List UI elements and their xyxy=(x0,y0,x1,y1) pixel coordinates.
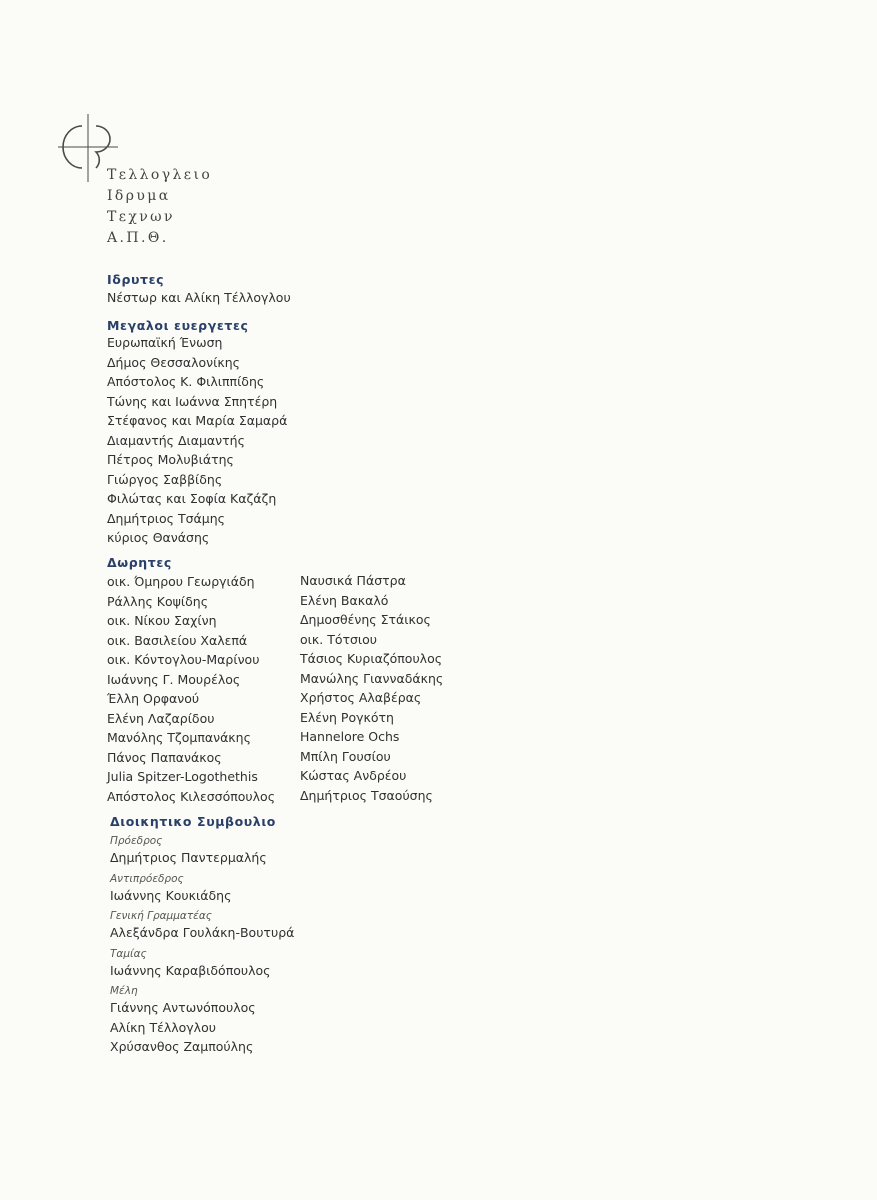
list-item: Απόστολος Κ. Φιλιππίδης xyxy=(107,374,265,389)
board-role: Μέλη xyxy=(110,985,138,997)
list-item: Julia Spitzer-Logothethis xyxy=(107,769,258,784)
list-item: Μανόλης Τζομπανάκης xyxy=(107,730,251,745)
list-item: οικ. Όμηρου Γεωργιάδη xyxy=(107,574,255,589)
list-item: Ναυσικά Πάστρα xyxy=(300,573,406,588)
list-item: Δημήτριος Τσαούσης xyxy=(300,787,433,803)
list-item: Τάσιος Κυριαζόπουλος xyxy=(300,651,443,666)
board-role: Γενική Γραμματέας xyxy=(110,910,212,922)
donors-column-1 xyxy=(107,572,275,806)
board-member: Αλεξάνδρα Γουλάκη-Βουτυρά xyxy=(110,925,295,940)
organization-name xyxy=(107,165,212,249)
list-item: Ελένη Βακαλό xyxy=(300,592,389,608)
list-item: Μανώλης Γιανναδάκης xyxy=(300,670,444,686)
list-item: οικ. Τότσιου xyxy=(300,631,378,647)
list-item: Μπίλη Γουσίου xyxy=(300,748,391,764)
list-item: Ελένη Ρογκότη xyxy=(300,709,394,725)
board-heading: Διοικητικο Συμβουλιο xyxy=(110,814,276,829)
board-member: Γιάννης Αντωνόπουλος xyxy=(110,1000,256,1015)
list-item: Δήμος Θεσσαλονίκης xyxy=(107,354,240,370)
list-item: Γιώργος Σαββίδης xyxy=(107,471,223,487)
list-item: Πάνος Παπανάκος xyxy=(107,749,222,765)
org-line: Τεχνων xyxy=(107,209,175,225)
list-item: Έλλη Ορφανού xyxy=(107,691,200,706)
list-item: Hannelore Ochs xyxy=(300,729,400,744)
list-item: Χρήστος Αλαβέρας xyxy=(300,690,422,705)
list-item: οικ. Βασιλείου Χαλεπά xyxy=(107,632,248,648)
org-line: Τελλογλειο xyxy=(107,167,213,183)
board-role: Ταμίας xyxy=(110,947,147,960)
board-member: Αλίκη Τέλλογλου xyxy=(110,1019,216,1035)
list-item: οικ. Κόντογλου-Μαρίνου xyxy=(107,652,260,667)
board-role: Αντιπρόεδρος xyxy=(110,872,184,885)
list-item: Ελένη Λαζαρίδου xyxy=(107,710,215,726)
list-item: Κώστας Ανδρέου xyxy=(300,768,407,783)
list-item: Στέφανος και Μαρία Σαμαρά xyxy=(107,413,288,428)
list-item: Δημοσθένης Στάικος xyxy=(300,612,431,627)
board-role: Πρόεδρος xyxy=(110,835,163,847)
board-member: Ιωάννης Καραβιδόπουλος xyxy=(110,962,271,978)
list-item: Νέστωρ και Αλίκη Τέλλογλου xyxy=(107,290,291,305)
list-item: κύριος Θανάσης xyxy=(107,530,210,545)
list-item: Ευρωπαϊκή Ένωση xyxy=(107,335,223,350)
board-member: Χρύσανθος Ζαμπούλης xyxy=(110,1039,254,1054)
list-item: οικ. Νίκου Σαχίνη xyxy=(107,613,217,628)
org-line: Α.Π.Θ. xyxy=(107,230,169,246)
donors-heading: Δωρητες xyxy=(107,555,172,570)
list-item: Τώνης και Ιωάννα Σπητέρη xyxy=(107,393,278,409)
list-item: Ράλλης Κοψίδης xyxy=(107,593,209,609)
list-item: Ιωάννης Γ. Μουρέλος xyxy=(107,671,241,687)
list-item: Πέτρος Μολυβιάτης xyxy=(107,452,234,467)
org-line: Ιδρυμα xyxy=(107,188,171,204)
list-item: Απόστολος Κιλεσσόπουλος xyxy=(107,788,276,804)
board-member: Ιωάννης Κουκιάδης xyxy=(110,887,232,903)
list-item: Διαμαντής Διαμαντής xyxy=(107,432,245,448)
board-list xyxy=(110,834,294,1057)
founders-list xyxy=(107,288,291,308)
list-item: Δημήτριος Τσάμης xyxy=(107,510,226,526)
benefactors-list xyxy=(107,333,287,548)
board-member: Δημήτριος Παντερμαλής xyxy=(110,850,267,865)
benefactors-heading: Μεγαλοι ευεργετες xyxy=(107,318,249,333)
founders-heading: Ιδρυτες xyxy=(107,272,165,287)
list-item: Φιλώτας και Σοφία Καζάζη xyxy=(107,491,277,506)
donors-column-2 xyxy=(300,571,443,805)
